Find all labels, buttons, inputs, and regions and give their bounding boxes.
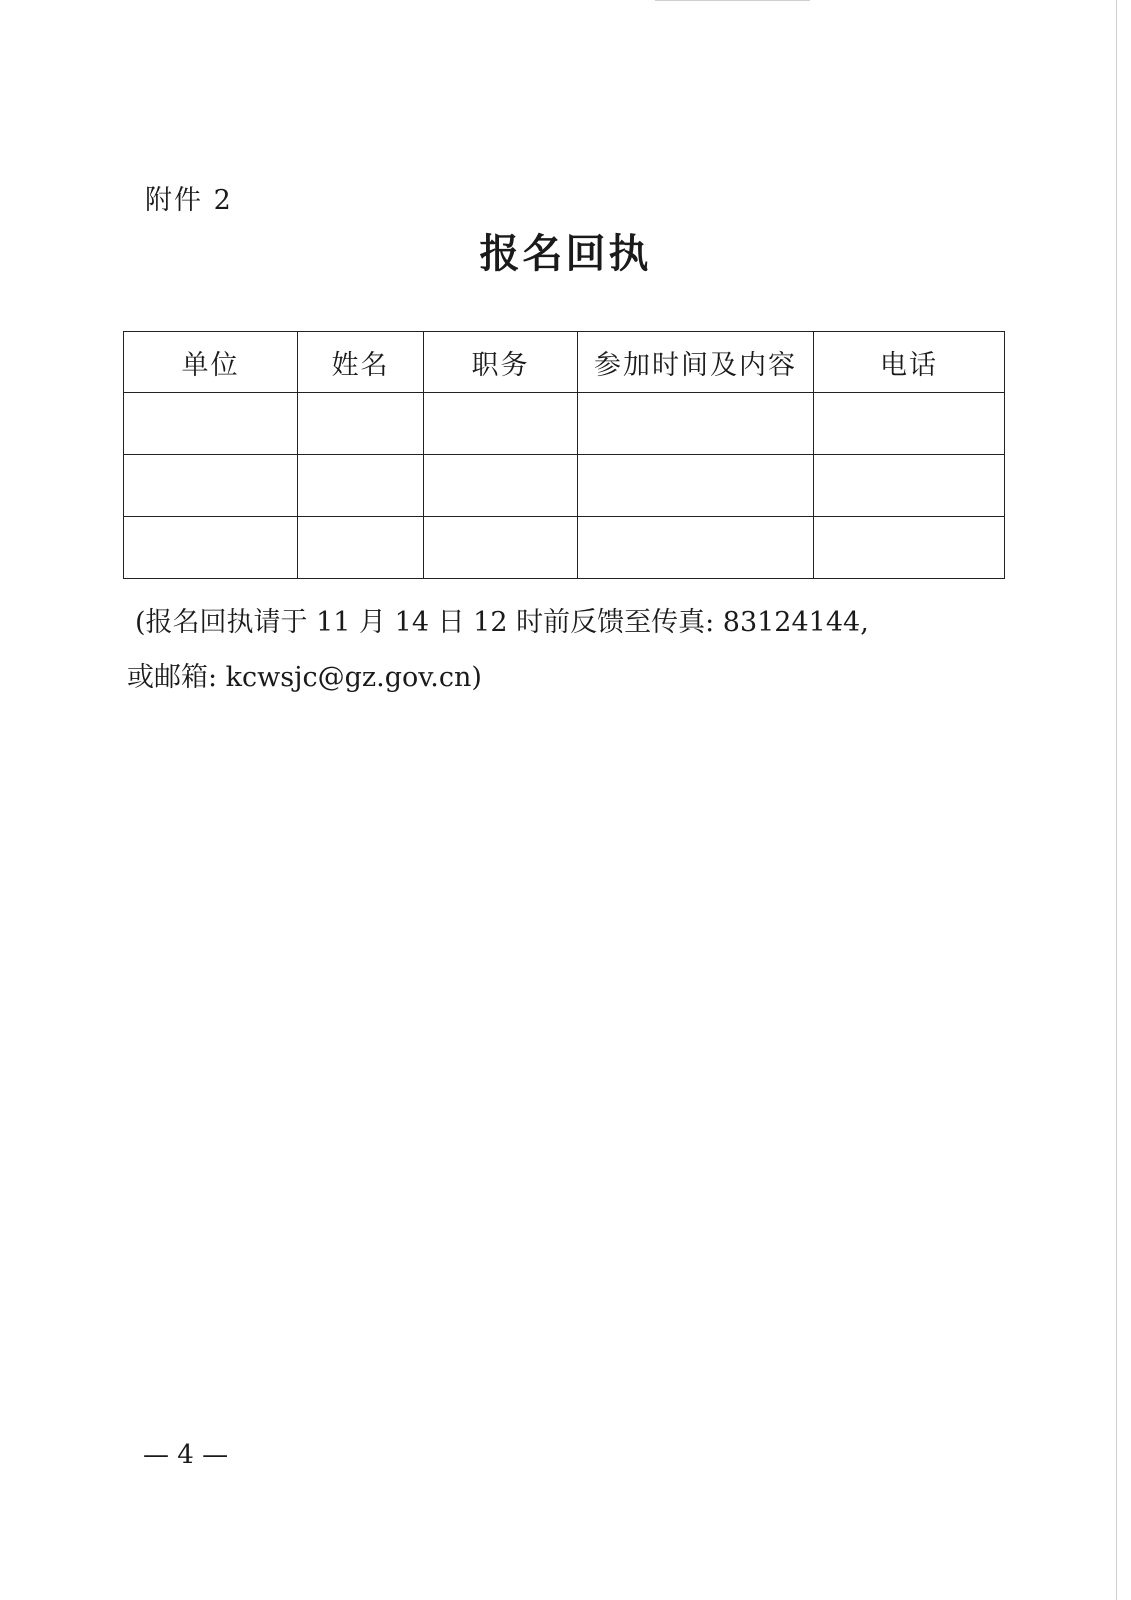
registration-table — [123, 331, 1005, 579]
table-cell — [298, 517, 424, 579]
header-attendance: 参加时间及内容 — [578, 332, 814, 393]
attachment-label: 附件 2 — [145, 185, 233, 216]
document-title: 报名回执 — [479, 231, 652, 277]
note-line-2: 或邮箱: kcwsjc@gz.gov.cn) — [127, 662, 482, 693]
table-header-row — [124, 332, 1005, 393]
table-cell — [578, 393, 814, 455]
scan-top-edge — [655, 0, 810, 1]
table-row — [124, 455, 1005, 517]
table-cell — [814, 455, 1005, 517]
page-number: — 4 — — [143, 1440, 229, 1470]
table-cell — [814, 393, 1005, 455]
table-cell — [424, 517, 578, 579]
header-position: 职务 — [424, 332, 578, 393]
header-name: 姓名 — [298, 332, 424, 393]
note-line-1: (报名回执请于 11 月 14 日 12 时前反馈至传真: 83124144, — [135, 607, 869, 638]
table-cell — [424, 393, 578, 455]
table-cell — [298, 393, 424, 455]
table-cell — [424, 455, 578, 517]
table-cell — [124, 517, 298, 579]
table-row — [124, 393, 1005, 455]
header-unit: 单位 — [124, 332, 298, 393]
table-cell — [814, 517, 1005, 579]
table-cell — [124, 455, 298, 517]
header-phone: 电话 — [814, 332, 1005, 393]
table-cell — [124, 393, 298, 455]
table-cell — [578, 455, 814, 517]
table-row — [124, 517, 1005, 579]
table-cell — [298, 455, 424, 517]
table-cell — [578, 517, 814, 579]
